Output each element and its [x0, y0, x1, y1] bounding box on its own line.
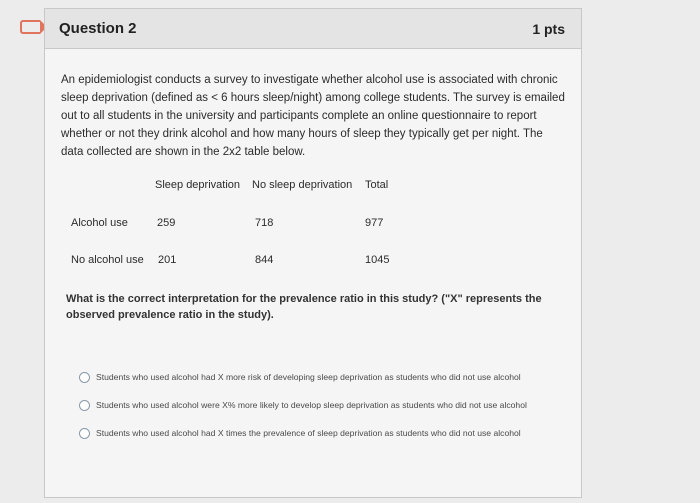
- question-header: [45, 9, 581, 49]
- table-header-no-sleep-deprivation: No sleep deprivation: [252, 179, 353, 191]
- table-cell: 844: [255, 254, 274, 266]
- radio-button[interactable]: [79, 372, 90, 383]
- answer-option-1[interactable]: [79, 371, 549, 383]
- table-cell: 977: [365, 217, 384, 229]
- question-body: [45, 49, 581, 439]
- table-row-label-alcohol: Alcohol use: [71, 217, 128, 229]
- question-prompt: What is the correct interpretation for the prevalence ratio in this study? ("X" represents the observed prevalence ratio in the study).: [66, 293, 542, 321]
- answer-label: Students who used alcohol were X% more likely to develop sleep deprivation as students who did not use alcohol: [96, 400, 527, 410]
- answer-option-2[interactable]: [79, 399, 549, 411]
- question-title: Question 2: [59, 20, 137, 37]
- flag-question-icon[interactable]: [20, 20, 40, 34]
- answer-option-3[interactable]: [79, 427, 549, 439]
- answer-label: Students who used alcohol had X times the prevalence of sleep deprivation as students who did not use alcohol: [96, 428, 521, 438]
- table-header-sleep-deprivation: Sleep deprivation: [155, 179, 241, 191]
- question-card: [44, 8, 582, 498]
- table-cell: 1045: [365, 254, 390, 266]
- question-points: 1 pts: [532, 20, 565, 37]
- radio-button[interactable]: [79, 400, 90, 411]
- radio-button[interactable]: [79, 428, 90, 439]
- data-table: [61, 171, 565, 281]
- table-header-total: Total: [365, 179, 389, 191]
- table-cell: 259: [157, 217, 176, 229]
- answer-list: [79, 371, 565, 439]
- question-stem: An epidemiologist conducts a survey to investigate whether alcohol use is associated with chronic sleep deprivation (defined as < 6 hours sleep/night) among college students. The survey is emailed out to all students in the university and participants complete an online questionnaire to report whether or not they drink alcohol and how many hours of sleep they typically get per night. The data collected are shown in the 2x2 table below.: [61, 74, 565, 158]
- table-cell: 201: [158, 254, 177, 266]
- table-row-label-no-alcohol: No alcohol use: [71, 254, 144, 266]
- table-cell: 718: [255, 217, 274, 229]
- answer-label: Students who used alcohol had X more risk of developing sleep deprivation as students who did not use alcohol: [96, 372, 521, 382]
